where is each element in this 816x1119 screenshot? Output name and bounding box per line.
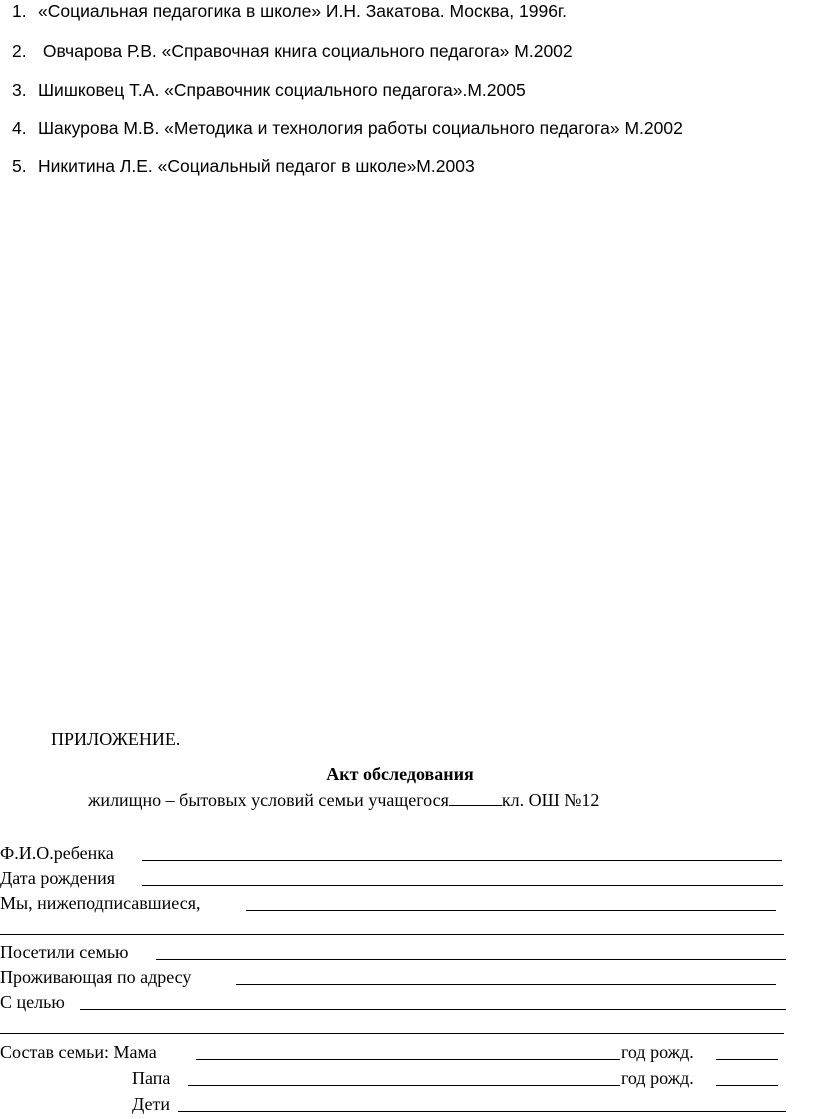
form-row-child-name <box>0 842 800 864</box>
child-name-label: Ф.И.О.ребенка <box>0 843 114 863</box>
act-title: Акт обследования <box>326 764 474 784</box>
appendix-label: ПРИЛОЖЕНИЕ. <box>51 729 181 749</box>
father-birth-year-line <box>716 1085 778 1086</box>
child-name-line <box>142 860 782 861</box>
father-line <box>188 1085 620 1086</box>
family-mother-label: Состав семьи: Мама <box>0 1042 157 1062</box>
form-row-birth-date <box>0 867 800 889</box>
birth-date-label: Дата рождения <box>0 868 116 888</box>
form-row-mother <box>0 1041 800 1063</box>
purpose-line <box>80 1009 786 1010</box>
reference-number: 4. <box>12 118 27 138</box>
form-row-purpose <box>0 991 800 1013</box>
blank-line <box>0 934 784 935</box>
act-subtitle-suffix: кл. ОШ №12 <box>501 790 600 810</box>
purpose-label: С целью <box>0 992 65 1012</box>
form-row-father <box>0 1067 800 1089</box>
reference-text: Шакурова М.В. «Методика и технология работы социального педагога» М.2002 <box>38 118 683 138</box>
reference-number: 3. <box>12 80 27 100</box>
class-blank-line <box>449 791 502 806</box>
mother-birth-year-label: год рожд. <box>621 1042 694 1062</box>
mother-birth-year-line <box>716 1059 778 1060</box>
reference-text: Шишковец Т.А. «Справочник социального педагога».М.2005 <box>38 80 526 100</box>
visited-label: Посетили семью <box>0 942 129 962</box>
birth-date-line <box>142 885 783 886</box>
form-row-blank-1 <box>0 916 800 938</box>
reference-text: Никитина Л.Е. «Социальный педагог в школе»М.2003 <box>38 156 475 176</box>
form-row-children <box>0 1093 800 1115</box>
reference-number: 2. <box>12 41 27 61</box>
father-birth-year-label: год рожд. <box>621 1068 694 1088</box>
signed-line <box>246 910 776 911</box>
children-line <box>178 1111 786 1112</box>
reference-number: 5. <box>12 156 27 176</box>
reference-text: Овчарова Р.В. «Справочная книга социального педагога» М.2002 <box>38 41 573 61</box>
signed-label: Мы, нижеподписавшиеся, <box>0 893 201 913</box>
form-row-address <box>0 966 800 988</box>
act-subtitle <box>88 789 599 811</box>
address-line <box>236 984 776 985</box>
blank-line <box>0 1033 784 1034</box>
reference-text: «Социальная педагогика в школе» И.Н. Закатова. Москва, 1996г. <box>38 1 568 21</box>
act-subtitle-text: жилищно – бытовых условий семьи учащегося <box>88 790 449 810</box>
mother-line <box>196 1059 620 1060</box>
father-label: Папа <box>132 1068 171 1088</box>
children-label: Дети <box>132 1094 170 1114</box>
form-row-visited <box>0 941 800 963</box>
reference-number: 1. <box>12 1 27 21</box>
form-row-signed <box>0 892 800 914</box>
form-row-blank-2 <box>0 1015 800 1037</box>
address-label: Проживающая по адресу <box>0 967 192 987</box>
visited-line <box>156 959 786 960</box>
